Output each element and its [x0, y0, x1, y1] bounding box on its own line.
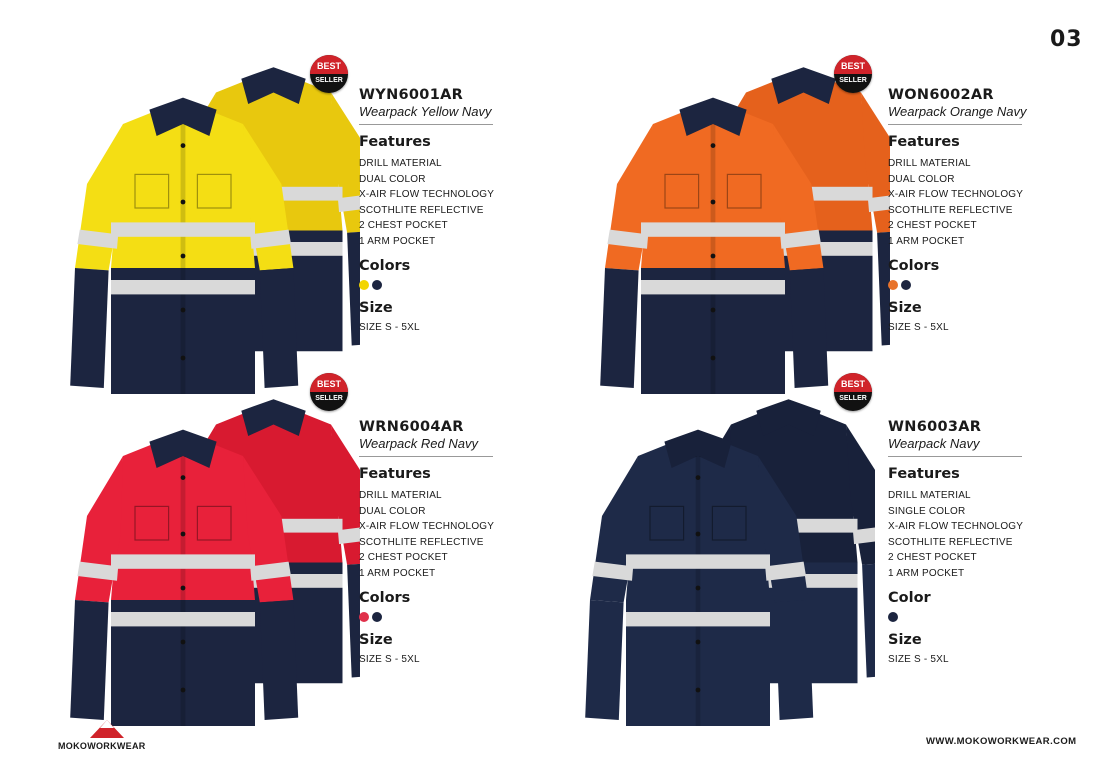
reflective-stripe	[111, 280, 255, 294]
size-range: SIZE S - 5XL	[888, 322, 949, 333]
feature-item: SCOTHLITE REFLECTIVE	[888, 536, 1013, 548]
product-info	[888, 419, 1078, 665]
color-swatches	[888, 280, 1078, 291]
product-name: Wearpack Yellow Navy	[359, 104, 493, 125]
features-heading: Features	[888, 134, 960, 150]
button	[711, 356, 716, 361]
placket	[711, 124, 716, 394]
product-info	[359, 419, 549, 665]
feature-item: SCOTHLITE REFLECTIVE	[359, 204, 484, 216]
features-heading: Features	[359, 134, 431, 150]
best-seller-badge	[310, 373, 348, 411]
color-swatch	[888, 612, 898, 622]
button	[696, 532, 701, 537]
feature-item: DUAL COLOR	[359, 173, 426, 185]
color-swatch	[372, 612, 382, 622]
sleeve-right-lower	[260, 268, 298, 388]
button	[181, 475, 186, 480]
best-seller-badge	[834, 373, 872, 411]
reflective-stripe	[641, 280, 785, 294]
button	[181, 200, 186, 205]
product-card	[60, 58, 605, 398]
feature-item: 1 ARM POCKET	[888, 567, 965, 579]
product-name: Wearpack Orange Navy	[888, 104, 1022, 125]
product-card	[60, 379, 605, 730]
badge-line2: SELLER	[839, 77, 867, 84]
feature-item: SCOTHLITE REFLECTIVE	[359, 536, 484, 548]
shirt-image	[60, 390, 360, 730]
color-swatch	[359, 612, 369, 622]
button	[696, 640, 701, 645]
sleeve-right-lower	[775, 600, 813, 720]
feature-item: X-AIR FLOW TECHNOLOGY	[888, 521, 1024, 532]
badge-line2: SELLER	[315, 77, 343, 84]
color-swatches	[888, 612, 1078, 623]
product-name: Wearpack Navy	[888, 436, 1022, 457]
size-heading: Size	[359, 300, 393, 316]
button	[696, 475, 701, 480]
feature-item: 1 ARM POCKET	[888, 235, 965, 247]
page-number: 03	[1050, 27, 1083, 52]
button	[181, 308, 186, 313]
feature-item: 2 CHEST POCKET	[888, 220, 977, 231]
feature-item: SINGLE COLOR	[888, 505, 966, 517]
badge-line1: BEST	[834, 373, 872, 392]
sleeve-right-lower	[862, 563, 875, 678]
shirt-illustration	[590, 58, 890, 398]
reflective-stripe	[111, 554, 255, 568]
button	[181, 688, 186, 693]
brand-name: MOKOWORKWEAR	[58, 741, 146, 751]
color-swatches	[359, 612, 549, 623]
button	[711, 254, 716, 259]
placket	[181, 124, 186, 394]
feature-item: X-AIR FLOW TECHNOLOGY	[888, 189, 1024, 200]
reflective-stripe	[111, 612, 255, 626]
product-code: WYN6001AR	[359, 87, 464, 103]
reflective-stripe	[111, 222, 255, 236]
shirt-image	[590, 58, 890, 398]
feature-item: DRILL MATERIAL	[359, 490, 442, 501]
sleeve-right-lower	[260, 600, 298, 720]
feature-item: SCOTHLITE REFLECTIVE	[888, 204, 1013, 216]
button	[181, 586, 186, 591]
button	[181, 254, 186, 259]
feature-item: 2 CHEST POCKET	[359, 552, 448, 563]
size-heading: Size	[888, 632, 922, 648]
color-swatch	[372, 280, 382, 290]
reflective-stripe	[626, 554, 770, 568]
sleeve-left-lower	[600, 268, 638, 388]
features-heading: Features	[359, 466, 431, 482]
best-seller-badge	[834, 55, 872, 93]
features-list	[888, 156, 1078, 249]
best-seller-badge	[310, 55, 348, 93]
product-name: Wearpack Red Navy	[359, 436, 493, 457]
badge-line1: BEST	[310, 55, 348, 74]
button	[696, 586, 701, 591]
product-code: WON6002AR	[888, 87, 994, 103]
button	[181, 640, 186, 645]
feature-item: 1 ARM POCKET	[359, 235, 436, 247]
button	[711, 308, 716, 313]
placket	[696, 456, 701, 726]
product-card	[575, 379, 1100, 730]
button	[181, 532, 186, 537]
shirt-illustration	[60, 58, 360, 398]
sleeve-left-lower	[585, 600, 623, 720]
button	[696, 688, 701, 693]
shirt-illustration	[575, 390, 875, 730]
features-list	[359, 488, 549, 581]
feature-item: DUAL COLOR	[359, 505, 426, 517]
reflective-stripe	[641, 222, 785, 236]
badge-line1: BEST	[310, 373, 348, 392]
reflective-stripe	[626, 612, 770, 626]
size-heading: Size	[888, 300, 922, 316]
button	[711, 143, 716, 148]
size-range: SIZE S - 5XL	[359, 654, 420, 665]
logo-mark-notch	[100, 720, 114, 728]
feature-item: DRILL MATERIAL	[888, 158, 971, 169]
color-swatch	[359, 280, 369, 290]
feature-item: 2 CHEST POCKET	[888, 552, 977, 563]
feature-item: X-AIR FLOW TECHNOLOGY	[359, 189, 495, 200]
shirt-image	[575, 390, 875, 730]
shirt-image	[60, 58, 360, 398]
brand-logo	[58, 720, 158, 754]
feature-item: DRILL MATERIAL	[359, 158, 442, 169]
sleeve-left-lower	[70, 268, 108, 388]
feature-item: 1 ARM POCKET	[359, 567, 436, 579]
badge-line2: SELLER	[839, 395, 867, 402]
features-list	[359, 156, 549, 249]
sleeve-left-lower	[70, 600, 108, 720]
feature-item: DRILL MATERIAL	[888, 490, 971, 501]
colors-heading: Colors	[888, 258, 940, 274]
badge-line2: SELLER	[315, 395, 343, 402]
colors-heading: Colors	[359, 258, 411, 274]
feature-item: X-AIR FLOW TECHNOLOGY	[359, 521, 495, 532]
placket	[181, 456, 186, 726]
product-info	[359, 87, 549, 333]
badge-line1: BEST	[834, 55, 872, 74]
sleeve-right-lower	[790, 268, 828, 388]
features-heading: Features	[888, 466, 960, 482]
size-heading: Size	[359, 632, 393, 648]
size-range: SIZE S - 5XL	[359, 322, 420, 333]
size-range: SIZE S - 5XL	[888, 654, 949, 665]
color-swatch	[901, 280, 911, 290]
feature-item: DUAL COLOR	[888, 173, 955, 185]
product-card	[590, 58, 1100, 398]
color-swatch	[888, 280, 898, 290]
product-code: WRN6004AR	[359, 419, 464, 435]
button	[181, 143, 186, 148]
feature-item: 2 CHEST POCKET	[359, 220, 448, 231]
product-code: WN6003AR	[888, 419, 982, 435]
product-info	[888, 87, 1078, 333]
colors-heading: Colors	[359, 590, 411, 606]
button	[711, 200, 716, 205]
color-swatches	[359, 280, 549, 291]
website-link[interactable]: WWW.MOKOWORKWEAR.COM	[926, 736, 1077, 747]
features-list	[888, 488, 1078, 581]
shirt-illustration	[60, 390, 360, 730]
colors-heading: Color	[888, 590, 931, 606]
button	[181, 356, 186, 361]
